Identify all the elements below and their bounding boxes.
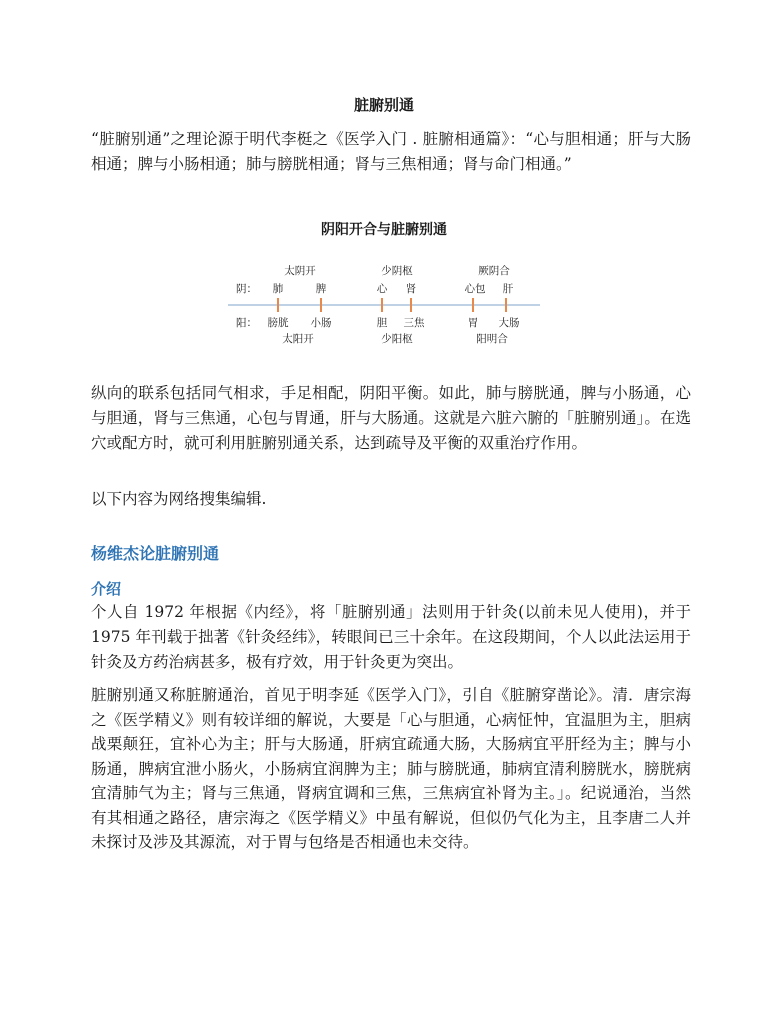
subsection-heading: 介绍 (91, 580, 122, 598)
yang-organ: 膀胱 (267, 317, 289, 329)
yin-organ: 心包 (464, 283, 486, 295)
yang-organ: 胃 (467, 317, 479, 329)
group-top-label: 太阴开 (284, 265, 316, 277)
yang-organ: 胆 (376, 317, 388, 329)
yin-row-label: 阴： (236, 283, 257, 295)
history-paragraph: 脏腑别通又称脏腑通治，首见于明李延《医学入门》，引自《脏腑穿凿论》。清．唐宗海之《医学精义》则有较详细的解说，大要是「心与胆通，心病怔忡，宜温胆为主，胆病战栗颠狂，宜补心为主；肝与大肠通，肝病宜疏通大肠，大肠病宜平肝经为主；脾与小肠通，脾病宜泄小肠火，小肠病宜润脾为主；肺与膀胱通，肺病宜清利膀胱水，膀胱病宜清肺气为主；肾与三焦通，肾病宜调和三焦，三焦病宜补肾为主。」。纪说通治，当然有其相通之路径，唐宗海之《医学精义》中虽有解说，但似仍气化为主，且李唐二人并未探讨及涉及其源流，对于胃与包络是否相通也未交待。 (91, 686, 691, 851)
yin-organ: 脾 (315, 283, 327, 295)
yang-row-label: 阳： (236, 317, 257, 329)
group-top-label: 厥阴合 (478, 265, 510, 277)
intro-paragraph: “脏腑别通”之理论源于明代李梃之《医学入门 . 脏腑相通篇》：“心与胆相通；肝与大肠相通；脾与小肠相通；肺与膀胱相通；肾与三焦相通；肾与命门相通。” (91, 130, 691, 173)
yin-organ: 心 (376, 283, 388, 295)
body-paragraph: 纵向的联系包括同气相求，手足相配，阴阳平衡。如此，肺与膀胱通，脾与小肠通，心与胆通，肾与三焦通，心包与胃通，肝与大肠通。这就是六脏六腑的「脏腑别通」。在选穴或配方时，就可利用脏腑别通关系，达到疏导及平衡的双重治疗作用。 (91, 384, 691, 452)
yin-organ: 肾 (405, 283, 417, 295)
group-bottom-label: 少阳枢 (381, 333, 413, 345)
source-note: 以下内容为网络搜集编辑. (91, 490, 267, 508)
diagram-caption: 阴阳开合与脏腑别通 (321, 222, 447, 238)
group-top-label: 少阴枢 (381, 265, 413, 277)
yin-yang-diagram (228, 258, 544, 348)
document-title: 脏腑别通 (353, 96, 414, 114)
yin-organ: 肺 (272, 283, 284, 295)
group-bottom-label: 阳明合 (476, 333, 508, 345)
group-bottom-label: 太阳开 (282, 333, 314, 345)
yang-organ: 三焦 (403, 317, 425, 329)
yang-organ: 大肠 (498, 317, 520, 329)
intro-body-paragraph: 个人自 1972 年根据《内经》，将「脏腑别通」法则用于针灸(以前未见人使用)，并于 1975 年刊载于拙著《针灸经纬》，转眼间已三十余年。在这段期间，个人以此法运用于针灸及方药治病甚多，极有疗效，用于针灸更为突出。 (91, 603, 691, 671)
section-heading: 杨维杰论脏腑别通 (91, 544, 220, 563)
yin-organ: 肝 (502, 283, 514, 295)
yang-organ: 小肠 (310, 317, 332, 329)
